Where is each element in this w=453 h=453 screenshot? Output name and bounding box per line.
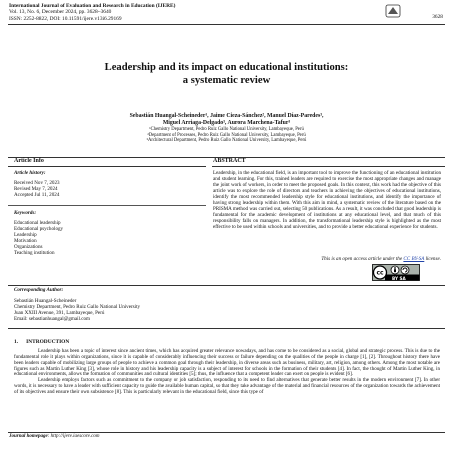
affiliation-1: ¹Chemistry Department, Pedro Ruiz Gallo National University, Lambayeque, Perú [149,127,304,132]
authors [0,113,453,126]
journal-name: International Journal of Evaluation and Research in Education (IJERE) [9,3,176,9]
homepage-url[interactable]: : http://ijere.iaescore.com [47,434,100,439]
abstract-text: Leadership, in the educational field, is an important tool to improve the functioning of an educational institution and student learning. For this, trained leaders are required to exercise the most appropriate changes and manage the joint work of workers, in order to meet the proposed goals. In this context, this work had the objective of this article was to explore the role of directors and teachers in achieving the objectives of educational institutions, identify the most recommended leadership style for educational institutions, and identify the importance of having strong leadership within them. With this aim in mind, a systematic review of the literature based on the PRISMA method was carried out, selecting 50 publications. As a result, it was concluded that good leadership is fundamental for the academic development of institutions at any educational level, and that much of this responsibility falls on managers. In addition, the transformational leadership style is highlighted as the most effective to be used within schools and universities, and to provide a better educational experience for students. [213,170,441,231]
journal-logo-icon [385,4,401,18]
authors-line-1: Sebastián Huangal-Scheineder¹, Jaime Cieza-Sánchez², Manuel Díaz-Paredes³, [129,113,324,119]
keyword: Motivation [14,238,37,244]
section-heading-introduction: 1. INTRODUCTION [14,339,70,345]
title-line-1: Leadership and its impact on educational institutions: [104,62,349,73]
affiliation-2: ²Department of Processes, Pedro Ruiz Gallo National University, Lambayeque, Perú [147,132,306,138]
affiliations [0,127,453,144]
corresponding-bottom-rule [8,328,445,329]
corresponding-line: Chemistry Department, Pedro Ruiz Gallo National University [14,304,141,310]
corresponding-line: Email: sebastianhuangal@gmail.com [14,316,90,322]
license-prefix: This is an open access article under the [321,256,404,262]
keywords [14,210,63,256]
keyword: Teaching institution [14,250,55,256]
article-history [14,170,60,198]
revised-date: Revised May 7, 2024 [14,186,58,192]
cc-by-sa-badge-icon[interactable] [372,264,420,281]
paragraph: Leadership employs factors such as commitment to the company or job satisfaction, responding to its need to find alternatives that generate better results in the modern environment [7]. In other words, it is necessary to have a leader with sufficient capacity to guide the available human capital, so that they take advantage of the material and financial resources of the organization towards the achievement of its objectives and ensure their own subsistence [8]. This is particularly relevant in the educational field, since this type of [14,377,440,395]
corresponding-heading: Corresponding Author: [14,287,64,293]
corresponding-top-rule [8,285,445,286]
corresponding-line: Juan XXIII Avenue, 391, Lambayeque, Perú [14,310,105,316]
license-line [213,256,441,262]
history-rule [8,205,206,206]
keyword: Leadership [14,232,37,238]
abstract-heading-rule [212,166,445,167]
svg-text:BY SA: BY SA [392,275,406,281]
license-link[interactable]: CC BY-SA [403,256,425,262]
license-suffix: license. [424,256,441,262]
page-number: 3628 [432,14,443,20]
journal-header [9,3,175,22]
keywords-heading: Keywords: [14,210,37,216]
accepted-date: Accepted Jul 11, 2024 [14,192,60,198]
paper-title [0,61,453,87]
abstract-heading: ABSTRACT [213,158,246,164]
volume-line: Vol. 13, No. 6, December 2024, pp. 3628~3640 [9,9,112,16]
corresponding-line: Sebastián Huangal-Scheineder [14,298,77,304]
paragraph: Leadership has been a topic of interest since ancient times, which has acquired greater relevance nowadays, and has come to be considered as a social, global and strategic process. This is due to the fundamental role it plays within organizations, since it is capable of considerably influencing their success or failure depending on the qualities of the people in charge [1], [2]. Throughout history there have been leaders capable of mobilizing large groups of people to achieve a common goal through their leadership, in diverse areas such as business, military, art, religion, among others. Among the most notable are figures such as Martin Luther King [3], whose role in history and his leadership capacity is a subject of interest for schools in the formation of their students [4]. In fact, the thought of Martin Luther King, in educational environments, allows the formation of communities and cultural identities [5]; thus, the influence that a competent leader can exert on people is evident [6]. [14,348,440,378]
info-heading-rule [8,166,206,167]
issn-line: ISSN: 2252-8822, DOI: 10.11591/ijere.v13i6.29169 [9,15,122,22]
corresponding-author [14,287,140,322]
title-line-2: a systematic review [182,75,271,86]
homepage-label: Journal homepage [9,434,48,439]
footer-rule [8,432,445,433]
svg-text:cc: cc [376,269,384,277]
keyword: Organizations [14,244,43,250]
footer [9,434,99,439]
keyword: Educational leadership [14,220,61,226]
article-info-heading: Article Info [14,158,44,164]
keyword: Educational psychology [14,226,64,232]
header-rule [8,24,445,25]
history-heading: Article history: [14,170,46,176]
received-date: Received Nov 7, 2023 [14,180,60,186]
introduction-body [14,349,440,396]
authors-line-2: Miguel Arriaga-Delgado³, Aurora Marchena-Tafur³ [162,119,291,126]
affiliation-3: ³Architectural Department, Pedro Ruiz Gallo National University, Lambayeque, Perú [146,138,307,144]
